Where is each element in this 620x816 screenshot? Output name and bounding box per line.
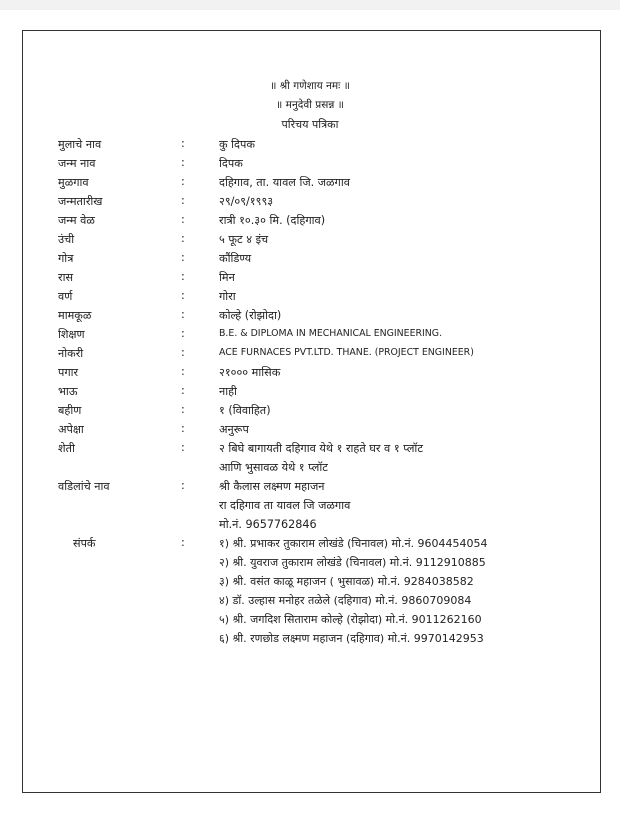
contact-item: ३) श्री. वसंत काळू महाजन ( भुसावळ) मो.नं. 9284038582 <box>219 575 474 588</box>
father-row-cont <box>0 517 620 536</box>
field-colon: : <box>181 175 185 188</box>
contact-item: ४) डॉ. उल्हास मनोहर तळेले (दहिगाव) मो.नं. 9860709084 <box>219 594 472 607</box>
field-row <box>0 289 620 308</box>
field-value: १ (विवाहित) <box>219 404 271 417</box>
field-row <box>0 270 620 289</box>
field-colon: : <box>181 137 185 150</box>
field-label: गोत्र <box>58 252 74 265</box>
field-row <box>0 422 620 441</box>
field-value: कु दिपक <box>219 138 255 151</box>
field-label: रास <box>58 271 74 284</box>
field-row <box>0 232 620 251</box>
field-value: B.E. & DIPLOMA IN MECHANICAL ENGINEERING. <box>219 328 443 339</box>
field-colon: : <box>181 365 185 378</box>
field-colon: : <box>181 156 185 169</box>
farm-line: आणि भुसावळ येथे १ प्लॉट <box>219 461 328 474</box>
field-value: रात्री १०.३० मि. (दहिगाव) <box>219 214 326 227</box>
contact-item: १) श्री. प्रभाकर तुकाराम लोखंडे (चिनावल) मो.नं. 9604454054 <box>219 537 488 550</box>
field-value: मिन <box>219 271 235 284</box>
field-label: मुलाचे नाव <box>58 138 102 151</box>
father-row-cont <box>0 498 620 517</box>
field-colon: : <box>181 289 185 302</box>
field-label: अपेक्षा <box>58 423 84 436</box>
field-row <box>0 365 620 384</box>
field-label: मुळगाव <box>58 176 89 189</box>
field-value: अनुरूप <box>219 423 249 436</box>
field-row <box>0 251 620 270</box>
field-colon: : <box>181 346 185 359</box>
farm-row <box>0 441 620 460</box>
field-colon: : <box>181 232 185 245</box>
field-colon: : <box>181 384 185 397</box>
document-title: परिचय पत्रिका <box>281 118 339 131</box>
field-row <box>0 403 620 422</box>
father-name: श्री कैलास लक्ष्मण महाजन <box>219 480 325 493</box>
field-value: दहिगाव, ता. यावल जि. जळगाव <box>219 176 350 189</box>
invocation-manudevi: ॥ मनुदेवी प्रसन्न ॥ <box>276 99 344 111</box>
field-colon: : <box>181 403 185 416</box>
contact-item: २) श्री. युवराज तुकाराम लोखंडे (चिनावल) मो.नं. 9112910885 <box>219 556 486 569</box>
field-label: बहीण <box>58 404 82 417</box>
field-colon: : <box>181 251 185 264</box>
top-strip <box>0 0 620 10</box>
farm-colon: : <box>181 441 185 454</box>
field-colon: : <box>181 194 185 207</box>
field-colon: : <box>181 308 185 321</box>
father-address: रा दहिगाव ता यावल जि जळगाव <box>219 499 351 512</box>
field-row <box>0 213 620 232</box>
father-mobile: मो.नं. 9657762846 <box>219 518 317 531</box>
field-label: मामकूळ <box>58 309 92 322</box>
field-value: गोरा <box>219 290 236 303</box>
field-value: कोल्हे (रोझोदा) <box>219 309 282 322</box>
field-value: कौंडिण्य <box>219 252 252 265</box>
field-row <box>0 175 620 194</box>
contact-item: ६) श्री. रणछोड लक्ष्मण महाजन (दहिगाव) मो.नं. 9970142953 <box>219 632 484 645</box>
field-colon: : <box>181 422 185 435</box>
field-value: नाही <box>219 385 237 398</box>
farm-label: शेती <box>58 442 75 455</box>
field-value: दिपक <box>219 157 243 170</box>
field-value: ५ फूट ४ इंच <box>219 233 269 246</box>
field-colon: : <box>181 270 185 283</box>
field-row <box>0 308 620 327</box>
field-label: नोकरी <box>58 347 84 360</box>
father-colon: : <box>181 479 185 492</box>
field-label: जन्म नाव <box>58 157 96 170</box>
contact-colon: : <box>181 536 185 549</box>
field-colon: : <box>181 327 185 340</box>
field-colon: : <box>181 213 185 226</box>
field-label: वर्ण <box>58 290 73 303</box>
farm-line: २ बिघे बागायती दहिगाव येथे १ राहते घर व १ प्लॉट <box>219 442 423 455</box>
field-value: २९/०९/१९९३ <box>219 195 274 208</box>
field-value: ACE FURNACES PVT.LTD. THANE. (PROJECT ENGINEER) <box>219 347 474 358</box>
field-label: जन्मतारीख <box>58 195 103 208</box>
contact-item: ५) श्री. जगदिश सिताराम कोल्हे (रोझोदा) मो.नं. 9011262160 <box>219 613 482 626</box>
field-row <box>0 137 620 156</box>
invocation-ganesh: ॥ श्री गणेशाय नमः ॥ <box>270 80 350 92</box>
contact-label: संपर्क <box>73 537 96 550</box>
field-row <box>0 194 620 213</box>
farm-row-cont <box>0 460 620 479</box>
field-label: जन्म वेळ <box>58 214 95 227</box>
field-label: शिक्षण <box>58 328 85 341</box>
father-label: वडिलांचे नाव <box>58 480 110 493</box>
field-label: पगार <box>58 366 79 379</box>
field-row <box>0 384 620 403</box>
father-row <box>0 479 620 498</box>
field-value: २१००० मासिक <box>219 366 281 379</box>
field-label: उंची <box>58 233 75 246</box>
field-row <box>0 346 620 365</box>
field-row <box>0 327 620 346</box>
field-label: भाऊ <box>58 385 78 398</box>
field-row <box>0 156 620 175</box>
